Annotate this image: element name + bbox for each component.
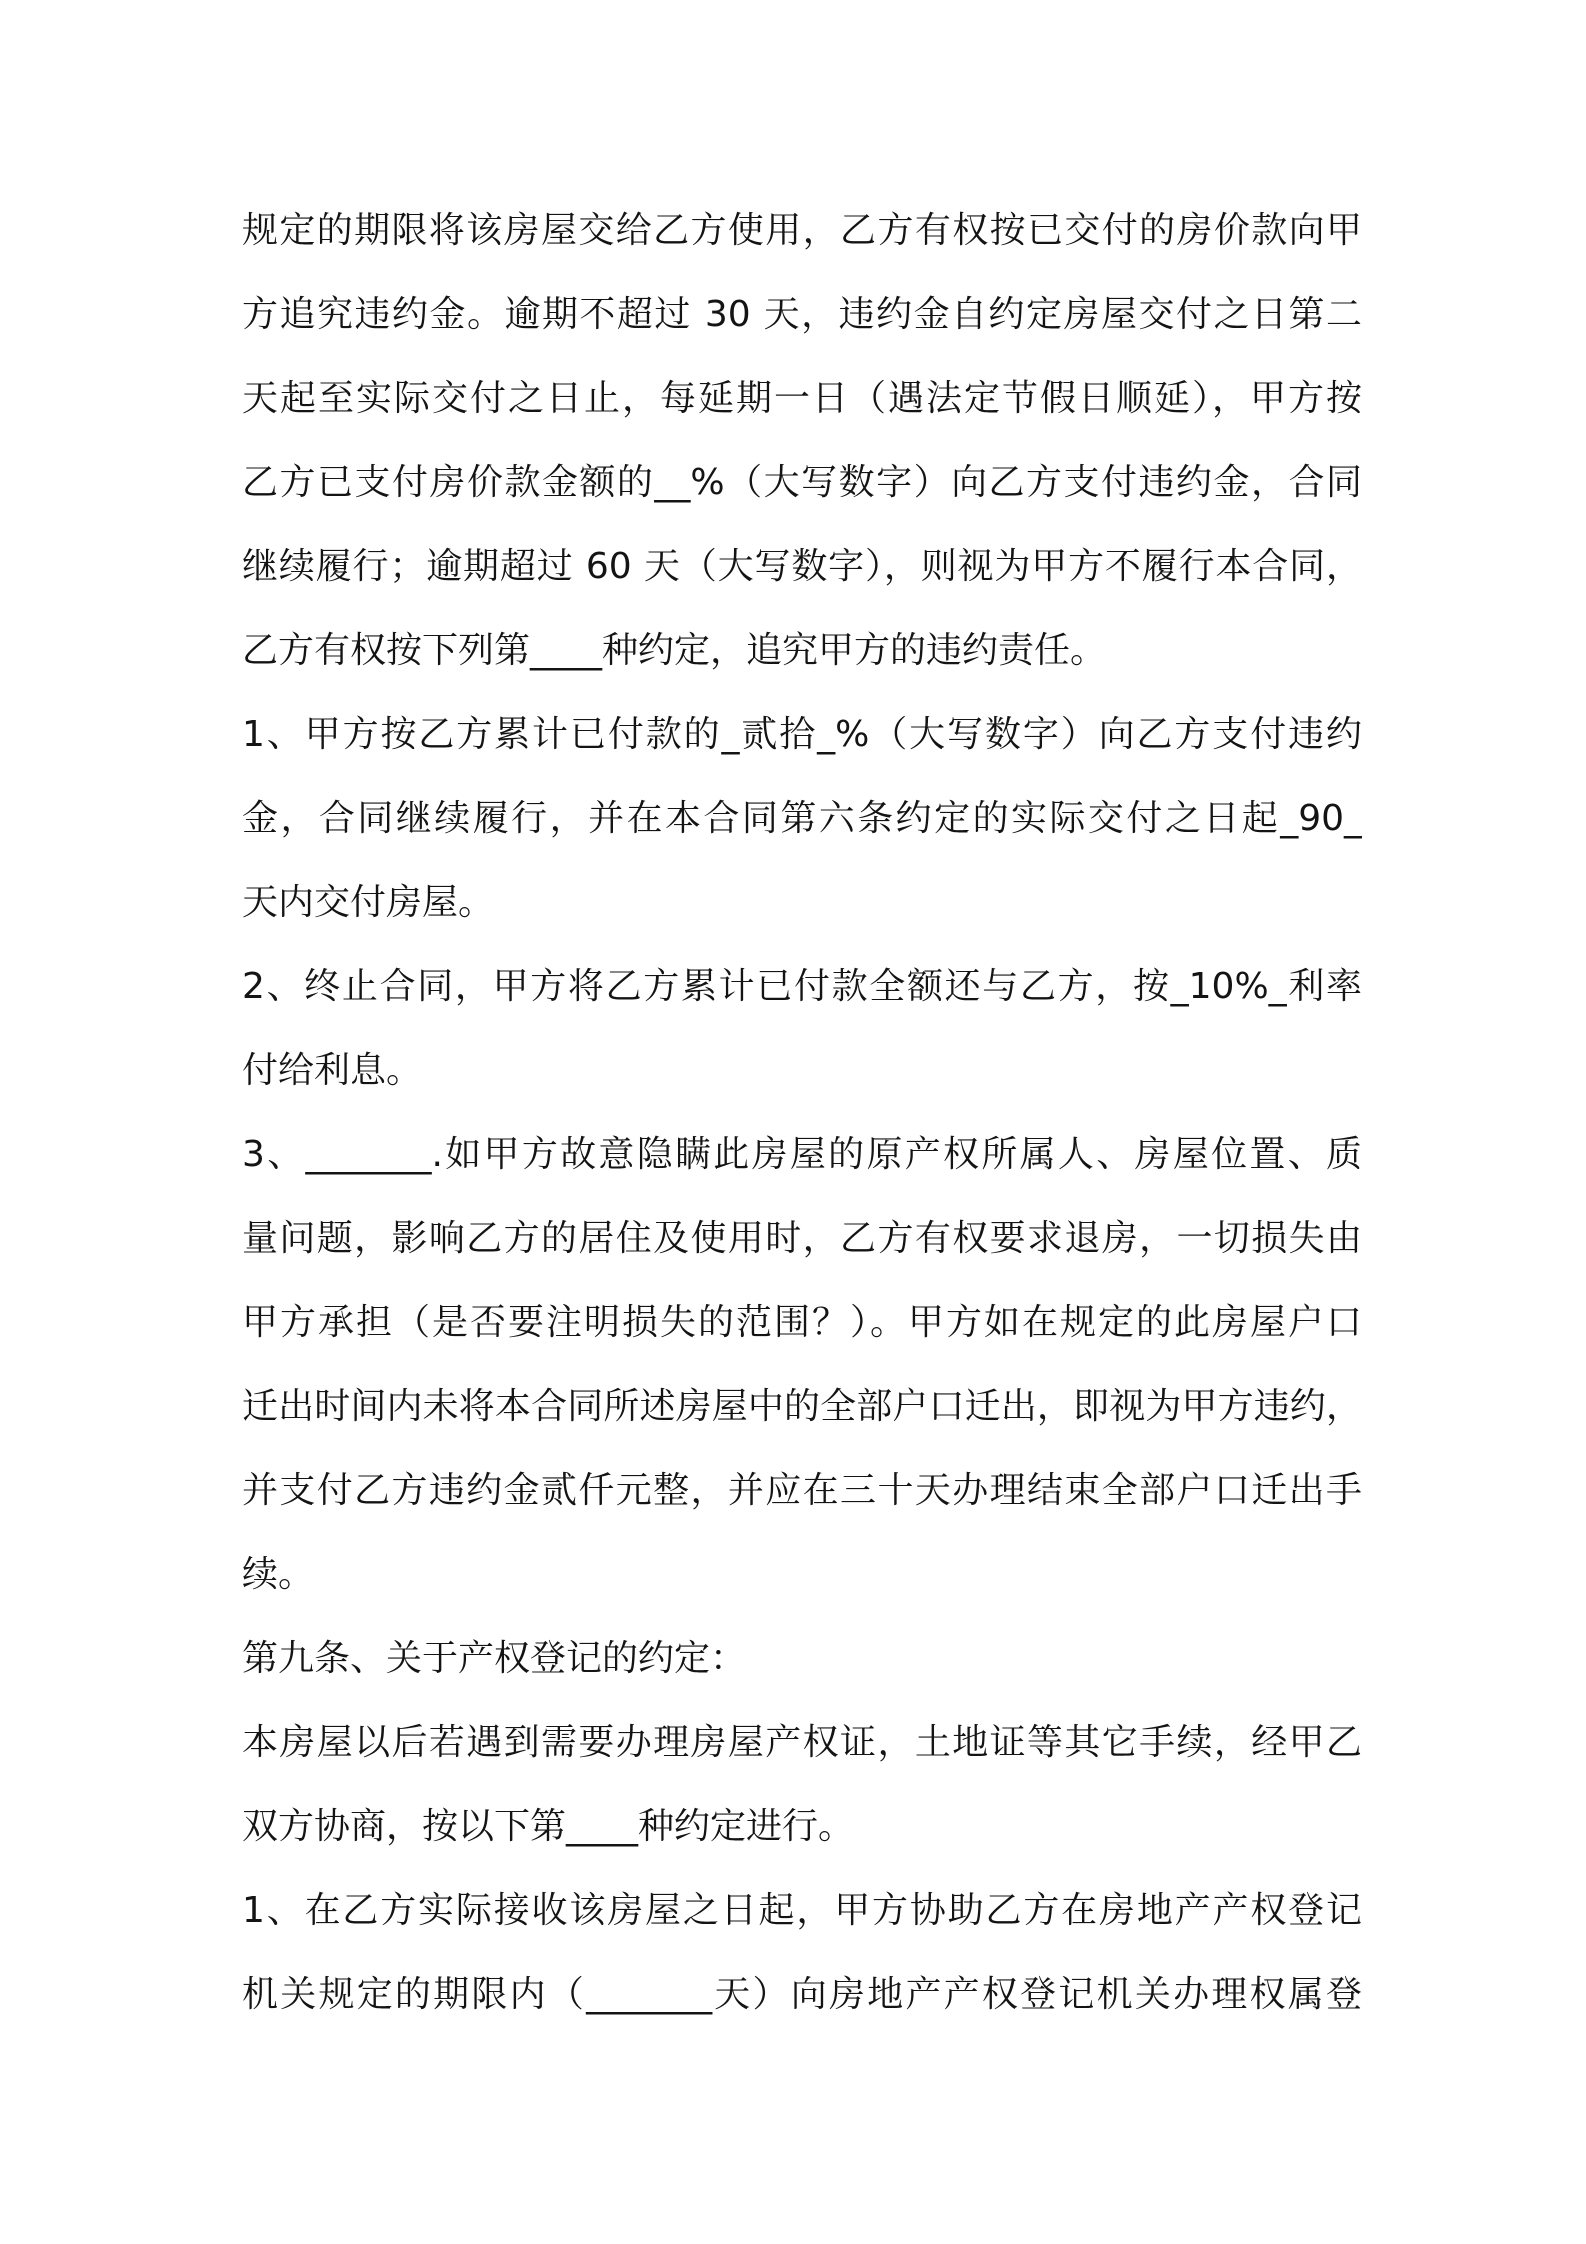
text-line: 1、在乙方实际接收该房屋之日起，甲方协助乙方在房地产产权登记 <box>242 1890 1362 1931</box>
text-line: 2、终止合同，甲方将乙方累计已付款全额还与乙方，按_10%_利率 <box>242 966 1362 1007</box>
text-line: 金，合同继续履行，并在本合同第六条约定的实际交付之日起_90_ <box>242 798 1362 839</box>
text-line: 1、甲方按乙方累计已付款的_贰拾_%（大写数字）向乙方支付违约 <box>242 714 1362 755</box>
text-line: 继续履行；逾期超过 60 天（大写数字），则视为甲方不履行本合同， <box>242 546 1362 587</box>
list-item-option-2 <box>242 945 1362 1113</box>
text-line: 并支付乙方违约金贰仟元整，并应在三十天办理结束全部户口迁出手 <box>242 1470 1362 1511</box>
list-item-option-1 <box>242 693 1362 945</box>
text-line: 天内交付房屋。 <box>242 882 495 923</box>
text-line: 迁出时间内未将本合同所述房屋中的全部户口迁出，即视为甲方违约， <box>242 1386 1362 1427</box>
text-line: 3、_______.如甲方故意隐瞒此房屋的原产权所属人、房屋位置、质 <box>242 1134 1362 1175</box>
list-item-option-3 <box>242 1113 1362 1617</box>
paragraph-penalty-delay <box>242 189 1362 693</box>
text-line: 甲方承担（是否要注明损失的范围？）。甲方如在规定的此房屋户口 <box>242 1302 1362 1343</box>
text-line: 天起至实际交付之日止，每延期一日（遇法定节假日顺延），甲方按 <box>242 378 1362 419</box>
text-line: 规定的期限将该房屋交给乙方使用，乙方有权按已交付的房价款向甲 <box>242 210 1362 251</box>
text-line: 付给利息。 <box>242 1050 423 1091</box>
text-line: 乙方已支付房价款金额的__%（大写数字）向乙方支付违约金，合同 <box>242 462 1362 503</box>
text-line: 本房屋以后若遇到需要办理房屋产权证，土地证等其它手续，经甲乙 <box>242 1722 1362 1763</box>
text-line: 机关规定的期限内（_______天）向房地产产权登记机关办理权属登 <box>242 1974 1362 2015</box>
text-line: 双方协商，按以下第____种约定进行。 <box>242 1806 855 1847</box>
text-line: 续。 <box>242 1554 315 1595</box>
text-line: 乙方有权按下列第____种约定，追究甲方的违约责任。 <box>242 630 1107 671</box>
text-line: 方追究违约金。逾期不超过 30 天，违约金自约定房屋交付之日第二 <box>242 294 1362 335</box>
clause-heading <box>242 1617 1362 1701</box>
text-line: 量问题，影响乙方的居住及使用时，乙方有权要求退房，一切损失由 <box>242 1218 1362 1259</box>
list-item-registration-1 <box>242 1869 1362 2037</box>
paragraph-registration-intro <box>242 1701 1362 1869</box>
clause-title: 第九条、关于产权登记的约定： <box>242 1638 747 1679</box>
document-body <box>242 189 1362 2037</box>
